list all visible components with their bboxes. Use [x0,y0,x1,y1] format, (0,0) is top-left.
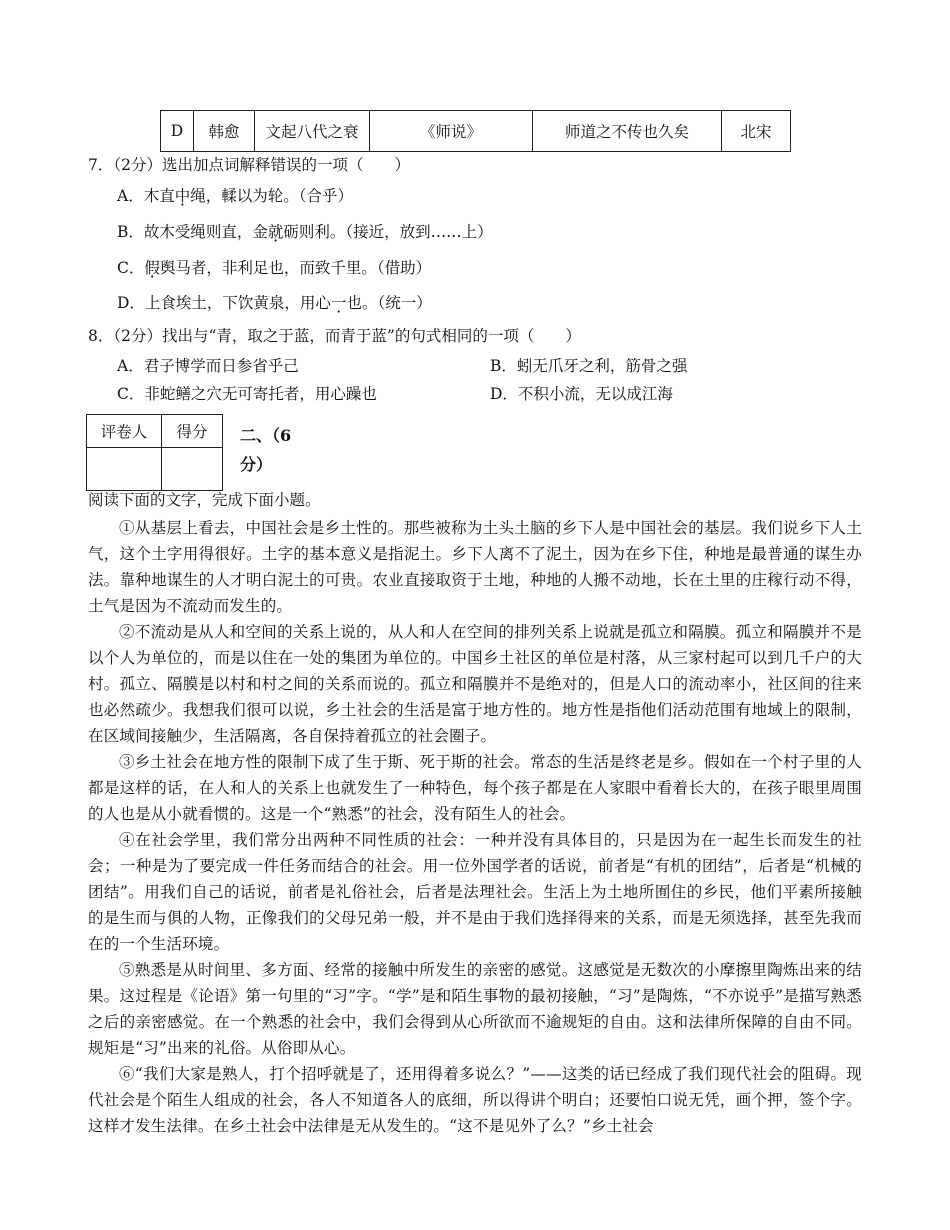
dotted-word: 一 [330,294,347,312]
q7-option-a[interactable] [117,186,353,206]
paragraph-2: ②不流动是从人和空间的关系上说的，从人和人在空间的排列关系上说就是孤立和隔膜。孤立和隔膜并不是以个人为单位的，而是以住在一处的集团为单位的。中国乡土社区的单位是村落，从三家村起可以到几千户的大村。孤立、隔膜是以村和村之间的关系而说的。孤立和隔膜并不是绝对的，但是人口的流动率小，社区间的往来也必然疏少。我想我们很可以说，乡土社会的生活是富于地方性的。地方性是指他们活动范围有地域上的限制，在区域间接触少，生活隔离，各自保持着孤立的社会圈子。 [88,623,862,745]
reading-passage [88,515,862,1139]
option-text: 也。（统一） [346,294,432,312]
q8-option-c[interactable]: C．非蛇鳝之穴无可寄托者，用心躁也 [117,385,377,403]
question-7-stem: 7．（2分）选出加点词解释错误的一项（ ） [88,156,410,174]
paragraph-3: ③乡土社会在地方性的限制下成了生于斯、死于斯的社会。常态的生活是终老是乡。假如在一个村子里的人都是这样的话，在人和人的关系上也就发生了一种特色，每个孩子都是在人家眼中看着长大的，在孩子眼里周围的人也是从小就看惯的。这是一个“熟悉”的社会，没有陌生人的社会。 [88,753,862,823]
score-cell[interactable] [162,448,223,491]
grader-header: 评卷人 [87,415,162,448]
paragraph-5: ⑤熟悉是从时间里、多方面、经常的接触中所发生的亲密的感觉。这感觉是无数次的小摩擦里陶炼出来的结果。这过程是《论语》第一句里的“习”字。“学”是和陌生事物的最初接触，“习”是陶炼，“不亦说乎”是描写熟悉之后的亲密感觉。在一个熟悉的社会中，我们会得到从心所欲而不逾规矩的自由。这和法律所保障的自由不同。规矩是“习”出来的礼俗。从俗即从心。 [88,961,862,1057]
dotted-word: 中 [174,187,191,205]
option-text: 砺则利。（接近，放到……上） [283,223,493,241]
q8-option-b[interactable]: B．蚓无爪牙之利，筋骨之强 [490,357,688,375]
grader-cell[interactable] [87,448,162,491]
score-header: 得分 [162,415,223,448]
q7-option-c[interactable] [117,258,431,278]
reputation-cell: 文起八代之衰 [255,111,370,152]
option-text: 舆马者，非利足也，而致千里。（借助） [159,259,432,277]
question-8-stem: 8．（2分）找出与“青，取之于蓝，而青于蓝”的句式相同的一项（ ） [88,327,581,345]
section-2-title: 二、（6 [240,426,292,445]
paragraph-1: ①从基层上看去，中国社会是乡土性的。那些被称为土头土脑的乡下人是中国社会的基层。我们说乡下人土气，这个土字用得很好。土字的基本意义是指泥土。乡下人离不了泥土，因为在乡下住，种地是最普通的谋生办法。靠种地谋生的人才明白泥土的可贵。农业直接取资于土地，种地的人搬不动地，长在土里的庄稼行动不得，土气是因为不流动而发生的。 [88,519,862,615]
q8-option-a[interactable]: A．君子博学而日参省乎己 [117,357,299,375]
q7-option-d[interactable] [117,293,432,313]
table-row [161,111,791,152]
score-box [86,414,223,491]
q8-option-d[interactable]: D．不积小流，无以成江海 [490,385,673,403]
work-cell: 《师说》 [370,111,533,152]
row-label: D [161,111,194,152]
paragraph-6: ⑥“我们大家是熟人，打个招呼就是了，还用得着多说么？”——这类的话已经成了我们现代社会的阻碍。现代社会是个陌生人组成的社会，各人不知道各人的底细，所以得讲个明白；还要怕口说无凭，画个押，签个字。这样才发生法律。在乡土社会中法律是无从发生的。“这不是见外了么？”乡土社会 [88,1065,862,1135]
dotted-word: 假 [144,259,160,277]
option-text: 绳，輮以为轮。（合乎） [190,187,353,205]
author-cell: 韩愈 [194,111,255,152]
literature-table [160,110,791,152]
reading-instruction: 阅读下面的文字，完成下面小题。 [88,491,321,509]
q7-option-b[interactable] [117,222,493,242]
option-text: C． [117,259,145,277]
quote-cell: 师道之不传也久矣 [533,111,722,152]
dotted-word: 就 [267,223,284,241]
section-2-points: 分） [240,455,273,474]
dynasty-cell: 北宋 [722,111,791,152]
option-text: A．木直 [117,187,175,205]
option-text: B．故木受绳则直，金 [117,223,268,241]
paragraph-4: ④在社会学里，我们常分出两种不同性质的社会：一种并没有具体目的，只是因为在一起生长而发生的社会；一种是为了要完成一件任务而结合的社会。用一位外国学者的话说，前者是“有机的团结”，后者是“机械的团结”。用我们自己的话说，前者是礼俗社会，后者是法理社会。生活上为土地所囿住的乡民，他们平素所接触的是生而与俱的人物，正像我们的父母兄弟一般，并不是由于我们选择得来的关系，而是无须选择，甚至先我而在的一个生活环境。 [88,831,862,953]
option-text: D．上食埃土，下饮黄泉，用心 [117,294,331,312]
